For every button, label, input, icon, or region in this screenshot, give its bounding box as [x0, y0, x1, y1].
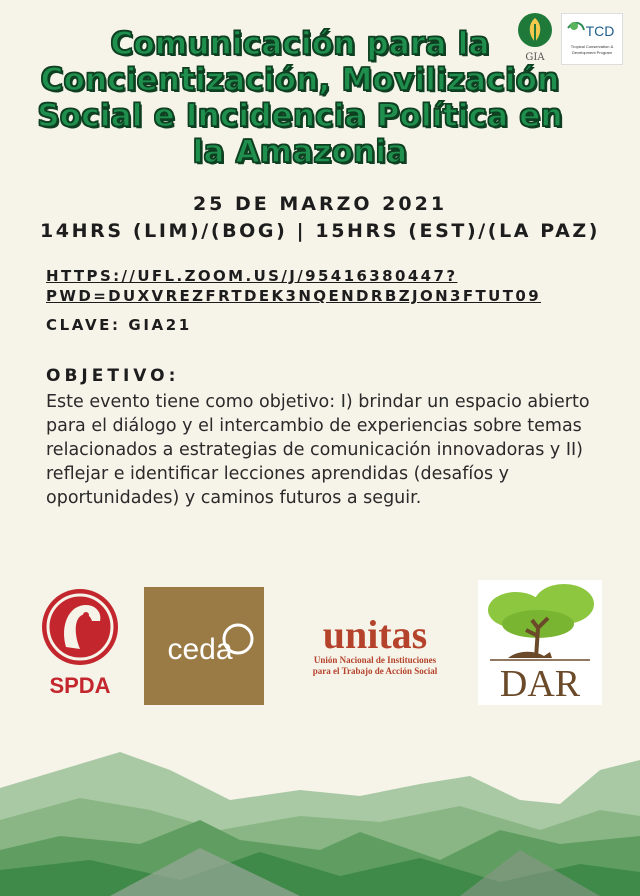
- mountains-illustration: [0, 740, 640, 896]
- spda-logo-text: SPDA: [49, 673, 111, 698]
- gia-logo: [514, 12, 556, 64]
- title-line-3: Social e Incidencia Política en: [37, 98, 563, 134]
- title-line-4: la Amazonia: [192, 134, 408, 170]
- unitas-subtitle-1: Unión Nacional de Instituciones: [313, 655, 437, 665]
- ceda-logo-text: ceda: [167, 633, 233, 666]
- unitas-logo: [285, 610, 465, 680]
- svg-text:Development Program: Development Program: [571, 50, 613, 55]
- spda-logo: [36, 587, 124, 699]
- zoom-link[interactable]: [46, 266, 616, 306]
- tcd-logo-text: TCD: [585, 23, 615, 39]
- meeting-password: CLAVE: GIA21: [46, 316, 192, 334]
- zoom-link-line-1[interactable]: HTTPS://UFL.ZOOM.US/J/95416380447?: [46, 267, 458, 285]
- unitas-subtitle-2: para el Trabajo de Acción Social: [312, 666, 438, 676]
- event-date: 25 DE MARZO 2021: [192, 193, 448, 215]
- zoom-link-line-2[interactable]: PWD=DUXVREZFRTDEK3NQENDRBZJON3FTUT09: [46, 287, 542, 305]
- gia-logo-text: GIA: [525, 52, 545, 63]
- objective-heading: OBJETIVO:: [46, 366, 180, 386]
- event-title: [20, 26, 580, 170]
- tcd-logo: [561, 13, 623, 65]
- objective-text: Este evento tiene como objetivo: I) brindar un espacio abierto para el diálogo y el intercambio de experiencias sobre temas relacionados a estrategias de comunicación innovadoras y II) reflejar e identificar lecciones aprendidas (desafíos y oportunidades) y caminos futuros a seguir.: [46, 392, 590, 508]
- dar-logo: [478, 580, 602, 705]
- svg-text:Tropical Conservation &: Tropical Conservation &: [570, 44, 614, 49]
- dar-logo-text: DAR: [499, 663, 581, 705]
- unitas-logo-text: unitas: [322, 612, 428, 657]
- event-times: 14HRS (LIM)/(BOG) | 15HRS (EST)/(LA PAZ): [39, 220, 601, 242]
- title-line-1: Comunicación para la: [110, 26, 490, 62]
- ceda-logo: [144, 587, 264, 705]
- title-line-2: Concientización, Movilización: [40, 62, 560, 98]
